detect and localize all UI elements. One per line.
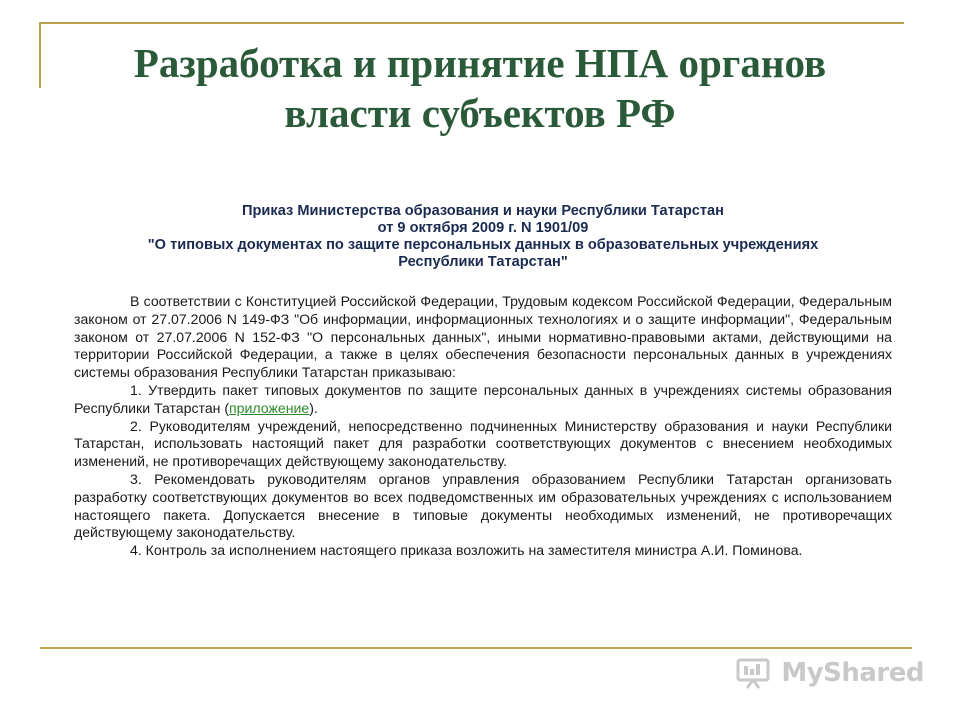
watermark-text: MyShared xyxy=(781,658,924,688)
slide-title-line-1: Разработка и принятие НПА органов xyxy=(133,40,827,86)
document-intro-paragraph: В соответствии с Конституцией Российской Федерации, Трудовым кодексом Российской Федерации, Федеральным законом от 27.07.2006 N 149-ФЗ "Об информации, информационных технологиях и о защите информации", Федеральным законом от 27.07.2006 N 152-ФЗ "О персональных данных", иными нормативно-правовыми актами, действующими на территории Российской Федерации, а также в целях обеспечения безопасности персональных данных в учреждениях системы образования Республики Татарстан приказываю: xyxy=(74,293,892,381)
document-header-line-4: Республики Татарстан" xyxy=(398,254,568,270)
watermark-logo xyxy=(735,657,924,689)
document-header xyxy=(74,203,892,271)
document-header-line-3: "О типовых документах по защите персональных данных в образовательных учреждениях xyxy=(147,237,819,253)
item-1-text: 1. Утвердить пакет типовых документов по защите персональных данных в учреждениях системы образования Республики Татарстан ( xyxy=(74,381,892,416)
slide-title-line-2: власти субъектов РФ xyxy=(284,90,676,136)
frame-left-rule xyxy=(39,22,41,88)
document-item-3: 3. Рекомендовать руководителям органов управления образованием Республики Татарстан организовать разработку соответствующих документов во всех подведомственных им образовательных учреждениях с использованием настоящего пакета. Допускается внесение в типовые документы необходимых изменений, не противоречащих действующему законодательству. xyxy=(74,470,892,541)
document-header-line-1: Приказ Министерства образования и науки Республики Татарстан xyxy=(242,203,724,219)
frame-top-rule xyxy=(40,22,904,24)
document-item-4: 4. Контроль за исполнением настоящего приказа возложить на заместителя министра А.И. Поминова. xyxy=(130,542,803,559)
document-header-line-2: от 9 октября 2009 г. N 1901/09 xyxy=(377,220,589,236)
appendix-link[interactable]: приложение xyxy=(229,399,310,416)
slide-title xyxy=(60,38,900,138)
item-1-text-end: ). xyxy=(309,399,318,416)
document-item-2: 2. Руководителям учреждений, непосредственно подчиненных Министерству образования и науки Республики Татарстан, использовать настоящий пакет для разработки соответствующих документов с внесением необходимых изменений, не противоречащих действующему законодательству. xyxy=(74,417,892,470)
document-excerpt xyxy=(74,203,892,560)
document-item-1 xyxy=(74,382,892,418)
presentation-board-icon xyxy=(735,657,775,689)
document-body xyxy=(74,293,892,560)
frame-bottom-rule xyxy=(40,647,912,649)
